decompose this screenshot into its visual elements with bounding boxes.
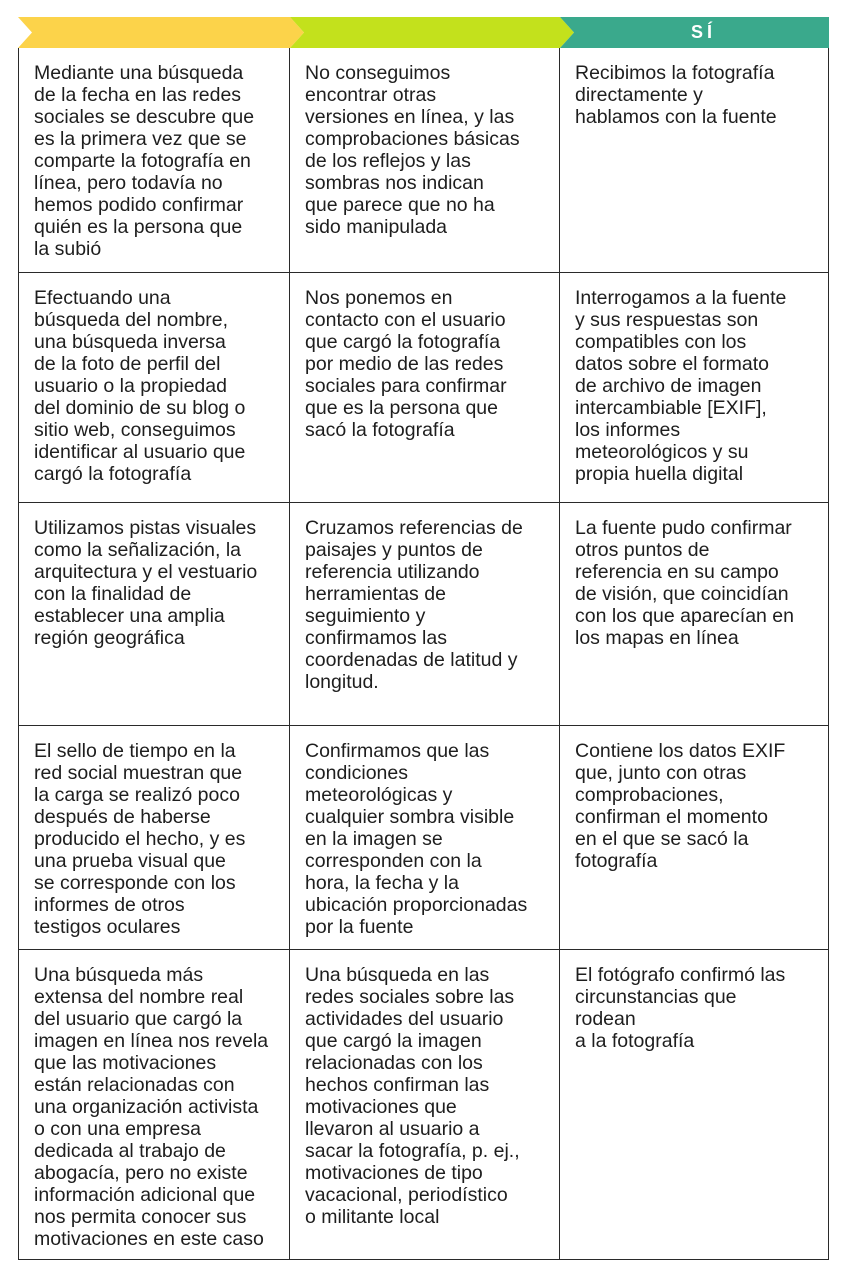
table-cell: Utilizamos pistas visuales como la señalización, la arquitectura y el vestuario con la finalidad de establecer una amplia región geográfica	[19, 503, 290, 725]
table-cell: No conseguimos encontrar otras versiones en línea, y las comprobaciones básicas de los reflejos y las sombras nos indican que parece que no ha sido manipulada	[290, 48, 560, 272]
table-cell: Interrogamos a la fuente y sus respuestas son compatibles con los datos sobre el formato de archivo de imagen intercambiable [EXIF], los informes meteorológicos y su propia huella digital	[575, 287, 787, 485]
table-row	[19, 272, 828, 502]
table-row	[19, 502, 828, 725]
table-header-bar	[18, 17, 829, 48]
table-row	[19, 949, 828, 1260]
table-cell: Cruzamos referencias de paisajes y puntos de referencia utilizando herramientas de seguimiento y confirmamos las coordenadas de latitud y longitud.	[290, 503, 560, 725]
table-cell: Confirmamos que las condiciones meteorológicas y cualquier sombra visible en la imagen se corresponden con la hora, la fecha y la ubicación proporcionadas por la fuente	[290, 726, 560, 949]
table-cell: Recibimos la fotografía directamente y hablamos con la fuente	[575, 62, 777, 128]
table-cell: Efectuando una búsqueda del nombre, una búsqueda inversa de la foto de perfil del usuario o la propiedad del dominio de su blog o sitio web, conseguimos identificar al usuario que cargó la fotografía	[19, 273, 290, 502]
table-cell: Contiene los datos EXIF que, junto con otras comprobaciones, confirman el momento en el que se sacó la fotografía	[575, 740, 786, 872]
header-arrow-col1	[18, 17, 304, 48]
header-label-si: SÍ	[690, 22, 716, 42]
table-cell: La fuente pudo confirmar otros puntos de referencia en su campo de visión, que coincidían con los que aparecían en los mapas en línea	[575, 517, 794, 649]
verification-table	[18, 48, 829, 1260]
table-cell: Una búsqueda más extensa del nombre real del usuario que cargó la imagen en línea nos revela que las motivaciones están relacionadas con una organización activista o con una empresa dedicada al trabajo de abogacía, pero no existe información adicional que nos permita conocer sus motivaciones en este caso	[19, 950, 290, 1260]
table-cell: Una búsqueda en las redes sociales sobre las actividades del usuario que cargó la imagen relacionadas con los hechos confirman las motivaciones que llevaron al usuario a sacar la fotografía, p. ej., motivaciones de tipo vacacional, periodístico o militante local	[290, 950, 560, 1260]
table-row	[19, 725, 828, 949]
table-cell: El fotógrafo confirmó las circunstancias que rodean a la fotografía	[575, 964, 786, 1052]
table-cell: Mediante una búsqueda de la fecha en las redes sociales se descubre que es la primera vez que se comparte la fotografía en línea, pero todavía no hemos podido confirmar quién es la persona que la subió	[19, 48, 290, 272]
header-arrow-col2	[290, 17, 574, 48]
table-cell: El sello de tiempo en la red social muestran que la carga se realizó poco después de haberse producido el hecho, y es una prueba visual que se corresponde con los informes de otros testigos oculares	[19, 726, 290, 949]
table-cell: Nos ponemos en contacto con el usuario que cargó la fotografía por medio de las redes sociales para confirmar que es la persona que sacó la fotografía	[290, 273, 560, 502]
table-row	[19, 48, 828, 272]
